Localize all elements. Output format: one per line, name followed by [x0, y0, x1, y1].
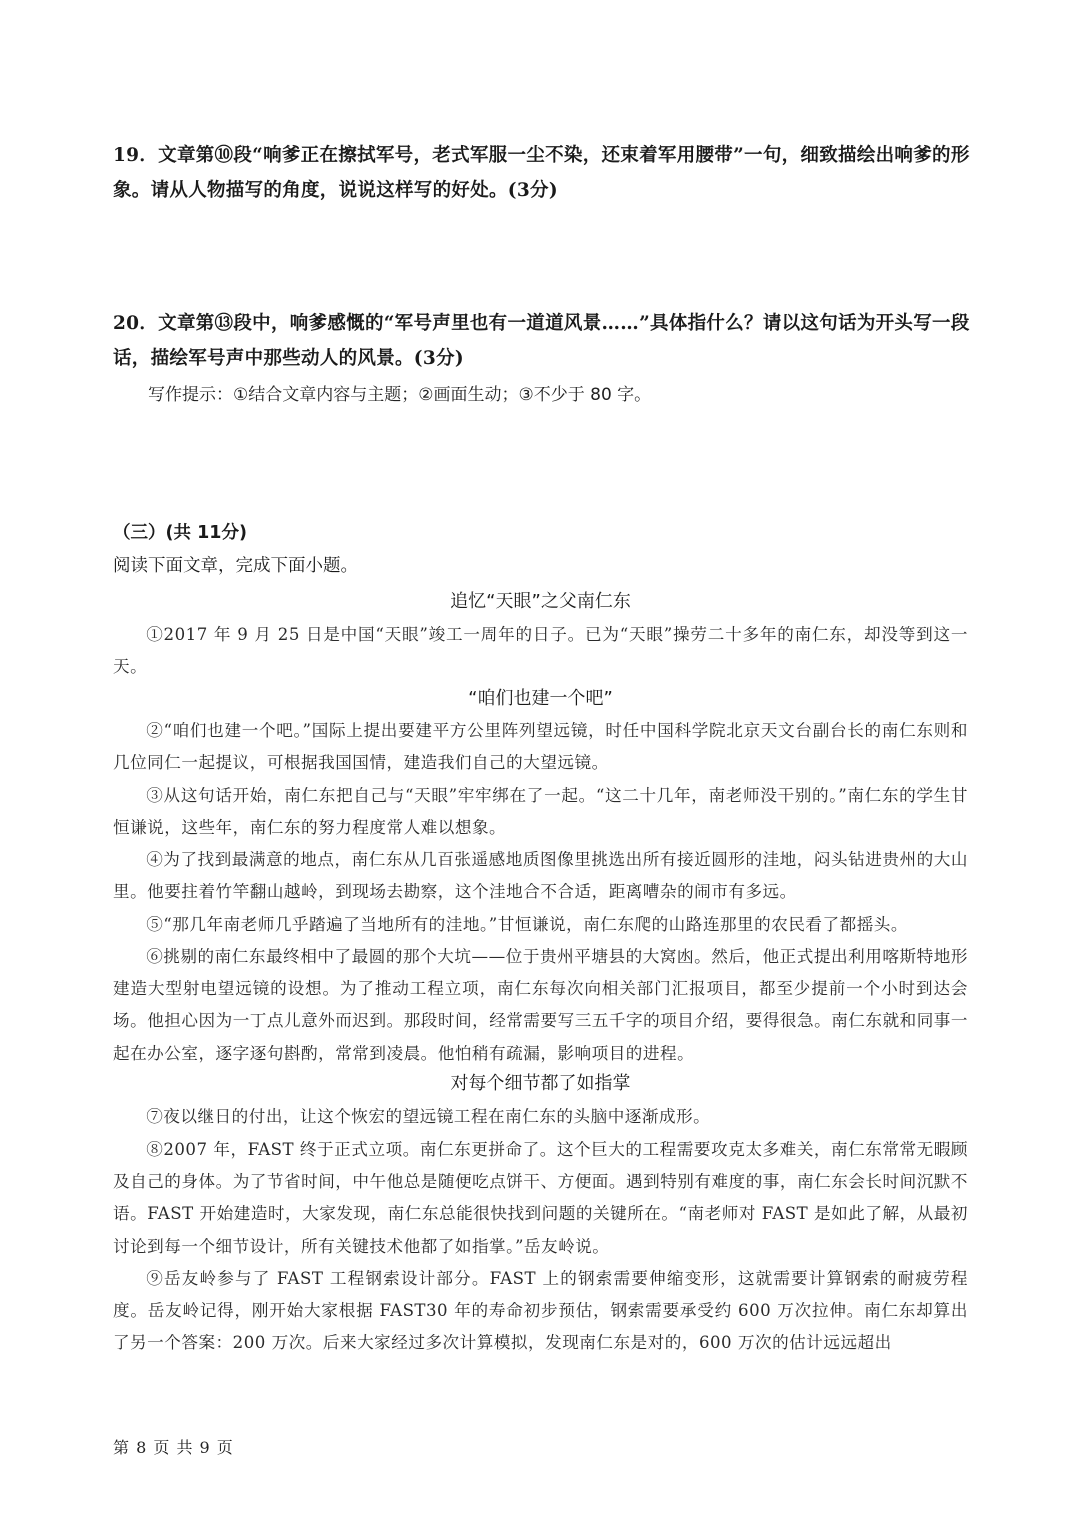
article-paragraph-1: ①2017 年 9 月 25 日是中国“天眼”竣工一周年的日子。已为“天眼”操劳二十多年的南仁东，却没等到这一天。: [113, 625, 968, 677]
article-paragraph-4: ④为了找到最满意的地点，南仁东从几百张遥感地质图像里挑选出所有接近圆形的洼地，闷头钻进贵州的大山里。他要拄着竹竿翻山越岭，到现场去勘察，这个洼地合不合适，距离嘈杂的闹市有多远。: [113, 850, 968, 902]
article-subtitle-2: 对每个细节都了如指掌: [450, 1073, 631, 1094]
question-19: 19．文章第⑩段“响爹正在擦拭军号，老式军服一尘不染，还束着军用腰带”一句，细致描绘出响爹的形象。请从人物描写的角度，说说这样写的好处。(3分): [113, 145, 970, 201]
article-paragraph-5: ⑤“那几年南老师几乎踏遍了当地所有的洼地。”甘恒谦说，南仁东爬的山路连那里的农民看了都摇头。: [146, 915, 908, 934]
article-paragraph-8: ⑧2007 年，FAST 终于正式立项。南仁东更拼命了。这个巨大的工程需要攻克太多难关，南仁东常常无暇顾及自己的身体。为了节省时间，中午他总是随便吃点饼干、方便面。遇到特别有难度的事，南仁东会长时间沉默不语。FAST 开始建造时，大家发现，南仁东总能很快找到问题的关键所在。“南老师对 FAST 是如此了解，从最初讨论到每一个细节设计，所有关键技术他都了如指掌。”岳友岭说。: [113, 1140, 968, 1256]
article-paragraph-3: ③从这句话开始，南仁东把自己与“天眼”牢牢绑在了一起。“这二十几年，南老师没干别的。”南仁东的学生甘恒谦说，这些年，南仁东的努力程度常人难以想象。: [113, 786, 968, 838]
section-heading: （三）(共 11分): [113, 523, 247, 543]
question-20: 20．文章第⑬段中，响爹感慨的“军号声里也有一道道风景……”具体指什么？请以这句话为开头写一段话，描绘军号声中那些动人的风景。(3分): [113, 313, 970, 369]
article-paragraph-9: ⑨岳友岭参与了 FAST 工程钢索设计部分。FAST 上的钢索需要伸缩变形，这就需要计算钢索的耐疲劳程度。岳友岭记得，刚开始大家根据 FAST30 年的寿命初步预估，钢索需要承受约 600 万次拉伸。南仁东却算出了另一个答案：200 万次。后来大家经过多次计算模拟，发现南仁东是对的，600 万次的估计远远超出: [113, 1269, 968, 1353]
article-title: 追忆“天眼”之父南仁东: [450, 591, 631, 612]
page-footer: 第 8 页 共 9 页: [113, 1438, 234, 1457]
article-paragraph-2: ②“咱们也建一个吧。”国际上提出要建平方公里阵列望远镜，时任中国科学院北京天文台副台长的南仁东则和几位同仁一起提议，可根据我国国情，建造我们自己的大望远镜。: [113, 721, 968, 773]
section-instruction: 阅读下面文章，完成下面小题。: [113, 556, 358, 576]
article-subtitle-1: “咱们也建一个吧”: [468, 688, 613, 709]
question-20-hint: 写作提示：①结合文章内容与主题；②画面生动；③不少于 80 字。: [148, 385, 652, 405]
article-paragraph-6: ⑥挑剔的南仁东最终相中了最圆的那个大坑——位于贵州平塘县的大窝凼。然后，他正式提出利用喀斯特地形建造大型射电望远镜的设想。为了推动工程立项，南仁东每次向相关部门汇报项目，都至少提前一个小时到达会场。他担心因为一丁点儿意外而迟到。那段时间，经常需要写三五千字的项目介绍，要得很急。南仁东就和同事一起在办公室，逐字逐句斟酌，常常到凌晨。他怕稍有疏漏，影响项目的进程。: [113, 947, 968, 1063]
article-paragraph-7: ⑦夜以继日的付出，让这个恢宏的望远镜工程在南仁东的头脑中逐渐成形。: [146, 1107, 711, 1126]
